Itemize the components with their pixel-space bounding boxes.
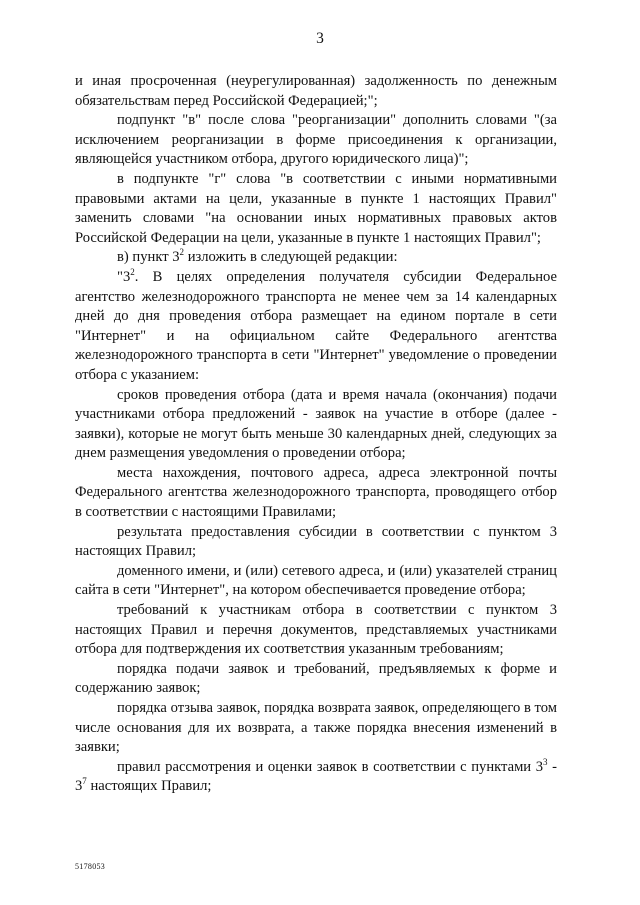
document-body — [75, 72, 557, 797]
paragraph-participant-requirements: требований к участникам отбора в соответствии с пунктом 3 настоящих Правил и перечня документов, представляемых участниками отбора для подтверждения их соответствия указанным требованиям; — [75, 602, 557, 658]
text-fragment: . В целях определения получателя субсидии Федеральное агентство железнодорожного транспорта не менее чем за 14 календарных дней до дня проведения отбора размещает на едином портале в сети "Интернет" и на официальном сайте Федерального агентства железнодорожного транспорта в сети "Интернет" уведомление о проведении отбора с указанием: — [75, 268, 557, 383]
paragraph-agency-address: места нахождения, почтового адреса, адреса электронной почты Федерального агентства железнодорожного транспорта, проводящего отбор в соответствии с настоящими Правилами; — [75, 464, 557, 521]
superscript: 2 — [179, 247, 185, 258]
text-fragment: "3 — [117, 268, 131, 285]
text-fragment: изложить в следующей редакции: — [184, 249, 398, 266]
paragraph-subsidy-result: результата предоставления субсидии в соответствии с пунктом 3 настоящих Правил; — [75, 523, 557, 560]
paragraph-item-3-2-intro — [75, 248, 557, 268]
paragraph-domain-name: доменного имени, и (или) сетевого адреса, и (или) указателей страниц сайта в сети "Интернет", на котором обеспечивается проведение отбора; — [75, 562, 557, 599]
text-fragment: - 3 — [75, 758, 557, 795]
paragraph-application-withdrawal: порядка отзыва заявок, порядка возврата заявок, определяющего в том числе основания для их возврата, а также порядка внесения изменений в заявки; — [75, 700, 557, 756]
paragraph-review-rules — [75, 758, 557, 797]
paragraph-debt-continuation: и иная просроченная (неурегулированная) задолженность по денежным обязательствам перед Российской Федерацией;"; — [75, 73, 557, 109]
text-fragment: правил рассмотрения и оценки заявок в соответствии с пунктами 3 — [117, 758, 544, 775]
text-fragment: настоящих Правил; — [86, 778, 212, 795]
superscript: 7 — [82, 776, 87, 787]
text-fragment: в) пункт 3 — [117, 249, 180, 266]
paragraph-subitem-v-amendment: подпункт "в" после слова "реорганизации" дополнить словами "(за исключением реорганизации в форме присоединения к организации, являющейся участником отбора, другого юридического лица)"; — [75, 112, 557, 168]
paragraph-subitem-g-amendment: в подпункте "г" слова "в соответствии с иными нормативными правовыми актами на цели, указанные в пункте 1 настоящих Правил" заменить словами "на основании иных нормативных правовых актов Российской Федерации на цели, указанные в пункте 1 настоящих Правил"; — [75, 170, 557, 246]
superscript: 2 — [130, 266, 135, 277]
page-number: 3 — [316, 30, 324, 47]
paragraph-application-submission: порядка подачи заявок и требований, предъявляемых к форме и содержанию заявок; — [75, 660, 557, 697]
superscript: 3 — [543, 756, 548, 767]
paragraph-item-3-2-text — [75, 268, 557, 386]
paragraph-selection-terms: сроков проведения отбора (дата и время начала (окончания) подачи участниками отбора предложений - заявок на участие в отборе (далее - заявки), которые не могут быть меньше 30 календарных дней, следующих за днем размещения уведомления о проведении отбора; — [75, 386, 557, 462]
document-code: 5178053 — [75, 862, 106, 871]
